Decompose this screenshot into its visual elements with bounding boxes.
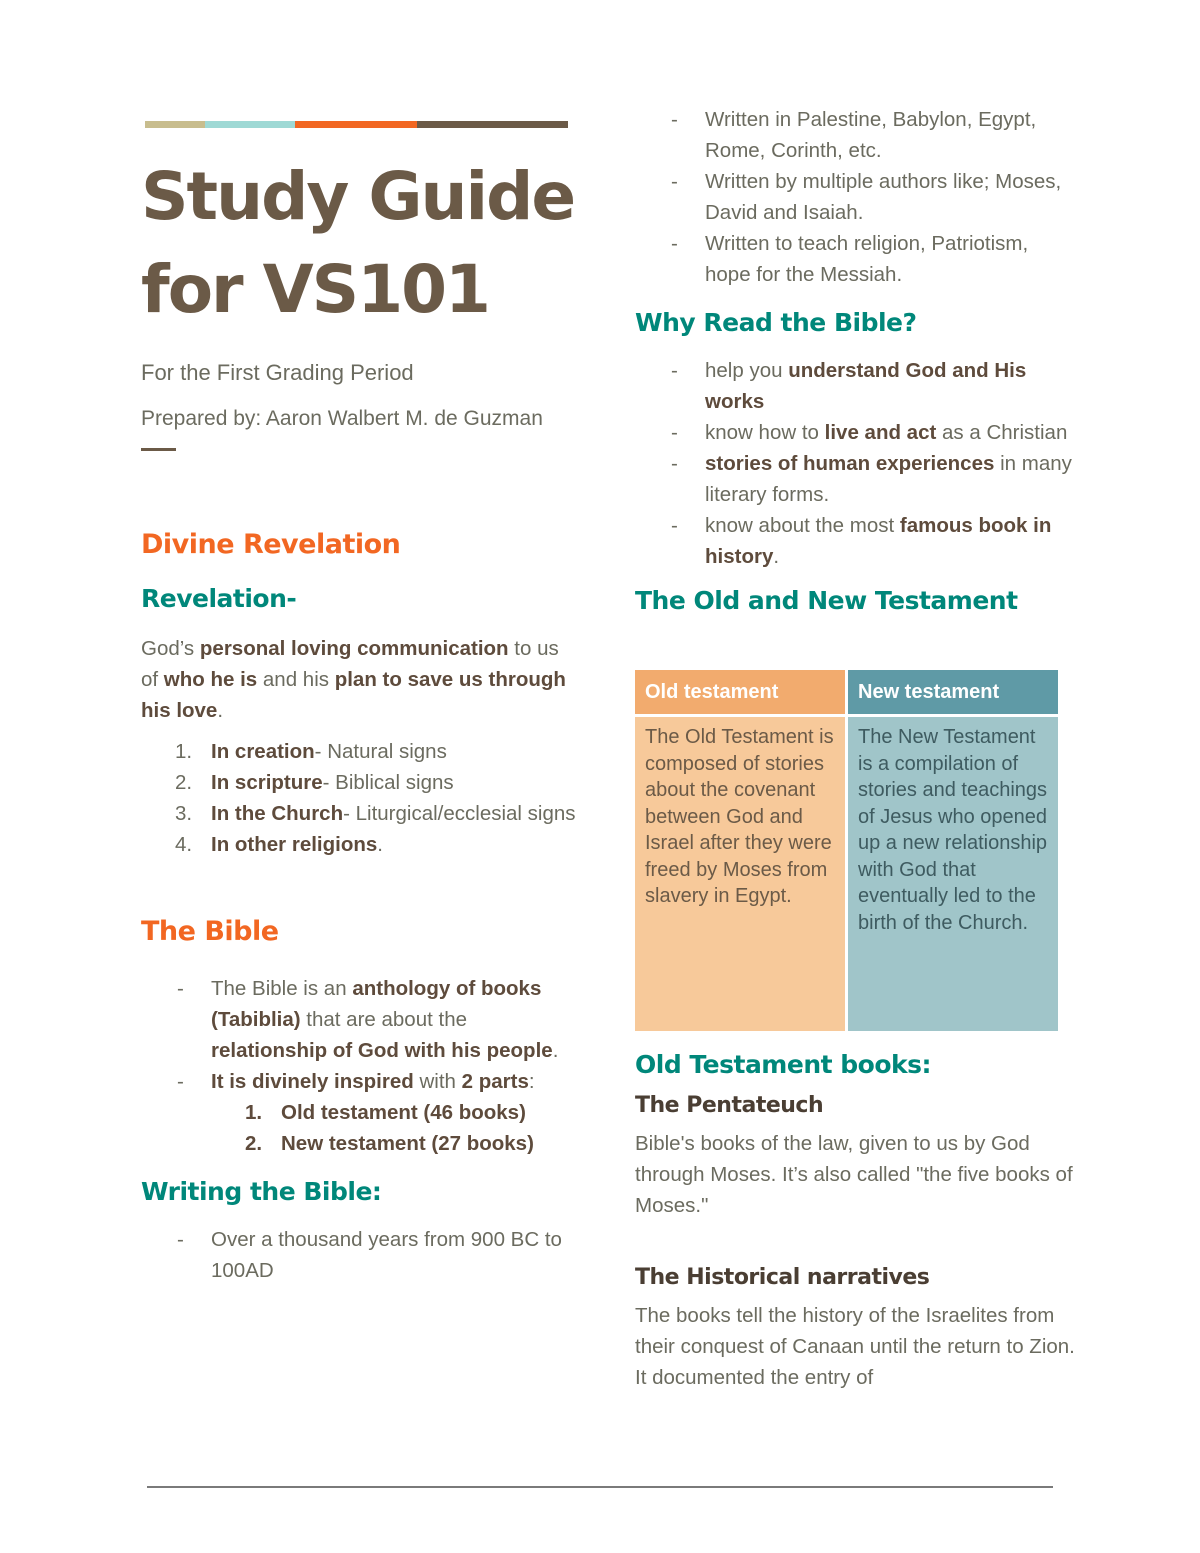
heading-historical-narratives: The Historical narratives [635,1265,930,1290]
pentateuch-text: Bible's books of the law, given to us by God through Moses. It’s also called "the five books of Moses." [635,1132,1073,1217]
list-item: - Written by multiple authors like; Moses, David and Isaiah. [635,166,1075,228]
heading-writing-the-bible: Writing the Bible: [141,1177,382,1206]
footer-divider [147,1486,1053,1488]
list-item: 3. In the Church- Liturgical/ecclesial signs [175,802,576,825]
title-line-1: Study Guide [141,158,575,235]
title-divider [141,448,176,451]
list-item: - Over a thousand years from 900 BC to 100AD [141,1224,581,1286]
bible-parts-list [141,1097,581,1159]
list-item: - Written in Palestine, Babylon, Egypt, Rome, Corinth, etc. [635,104,1075,166]
table-cell-new: The New Testament is a compilation of stories and teachings of Jesus who opened up a new relationship with God that eventually led to the birth of the Church. [848,717,1058,1031]
color-bar-segment [295,121,417,128]
prepared-by: Prepared by: Aaron Walbert M. de Guzman [141,407,543,430]
table-header-old: Old testament [635,670,845,714]
list-item: - The Bible is an anthology of books (Tabiblia) that are about the relationship of God with his people. [141,973,581,1066]
title-line-2: for VS101 [141,251,489,328]
table-cell-old: The Old Testament is composed of stories about the covenant between God and Israel after they were freed by Moses from slavery in Egypt. [635,717,845,1031]
revelation-definition: God’s personal loving communication to us of who he is and his plan to save us through his love. [141,637,566,722]
decorative-color-bar [145,121,568,128]
why-read-list [635,355,1075,572]
color-bar-segment [417,121,568,128]
revelation-list [141,736,581,860]
heading-pentateuch: The Pentateuch [635,1093,824,1118]
heading-divine-revelation: Divine Revelation [141,529,401,560]
table-header-new: New testament [848,670,1058,714]
bible-list [141,973,581,1097]
list-item: 2. In scripture- Biblical signs [175,771,454,794]
list-item: - Written to teach religion, Patriotism, hope for the Messiah. [635,228,1075,290]
color-bar-segment [205,121,295,128]
document-title [141,150,581,336]
color-bar-segment [145,121,205,128]
right-column [635,104,1075,1393]
list-item: - help you understand God and His works [635,355,1075,417]
list-item: - stories of human experiences in many literary forms. [635,448,1075,510]
list-item: 1. In creation- Natural signs [175,740,447,763]
writing-list-part-2 [635,104,1075,290]
list-item: 1. Old testament (46 books) [245,1101,526,1124]
left-column [141,150,581,1286]
heading-why-read: Why Read the Bible? [635,308,917,337]
list-item: 2. New testament (27 books) [245,1132,534,1155]
heading-the-bible: The Bible [141,916,279,947]
writing-list-part-1 [141,1224,581,1286]
document-subtitle: For the First Grading Period [141,360,414,385]
testament-table [632,667,1061,1034]
historical-text: The books tell the history of the Israelites from their conquest of Canaan until the return to Zion. It documented the entry of [635,1304,1075,1389]
heading-ot-books: Old Testament books: [635,1050,932,1079]
list-item: - know how to live and act as a Christian [635,417,1075,448]
heading-revelation: Revelation- [141,584,297,613]
list-item: - know about the most famous book in history. [635,510,1075,572]
heading-old-new-testament: The Old and New Testament [635,586,1018,615]
list-item: 4. In other religions. [175,833,383,856]
list-item: - It is divinely inspired with 2 parts: [141,1066,581,1097]
